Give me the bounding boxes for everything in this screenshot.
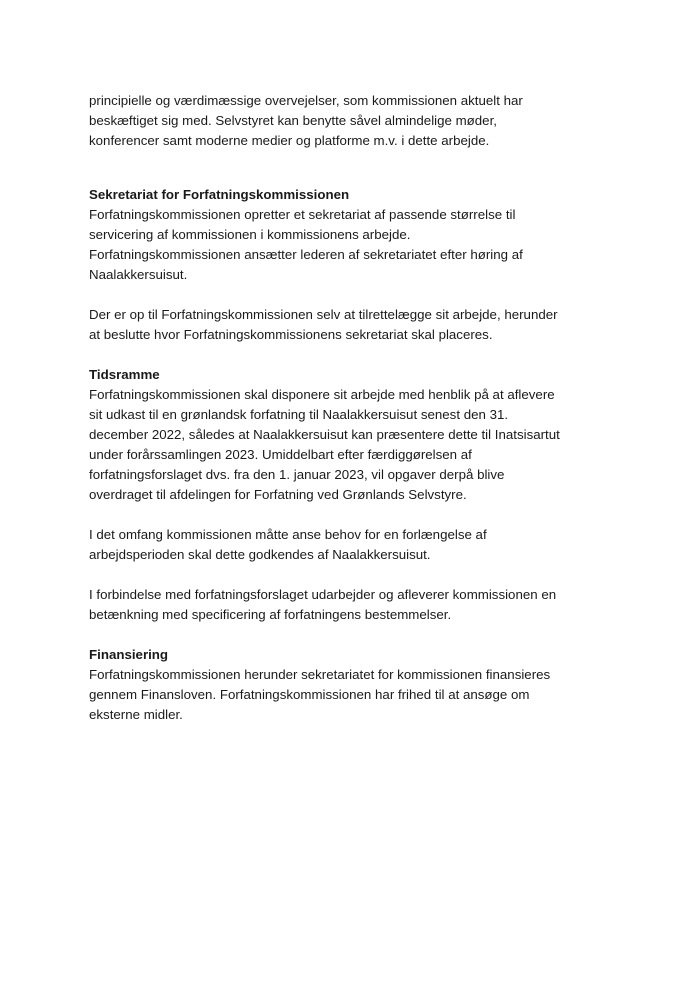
section-finansiering <box>89 645 634 725</box>
text-line: I det omfang kommissionen måtte anse behov for en forlængelse af <box>89 527 487 542</box>
text-line: principielle og værdimæssige overvejelser, som kommissionen aktuelt har <box>89 93 523 108</box>
text-line: overdraget til afdelingen for Forfatning ved Grønlands Selvstyre. <box>89 487 467 502</box>
paragraph <box>89 665 634 725</box>
text-line: Forfatningskommissionen ansætter lederen af sekretariatet efter høring af <box>89 247 523 262</box>
text-line: under forårssamlingen 2023. Umiddelbart efter færdiggørelsen af <box>89 447 472 462</box>
paragraph <box>89 585 634 625</box>
paragraph-gap <box>89 565 634 585</box>
text-line: december 2022, således at Naalakkersuisut kan præsentere dette til Inatsisartut <box>89 427 560 442</box>
text-line: beskæftiget sig med. Selvstyret kan benytte såvel almindelige møder, <box>89 113 497 128</box>
section-heading: Sekretariat for Forfatningskommissionen <box>89 187 350 202</box>
section-heading: Tidsramme <box>89 367 160 382</box>
paragraph-gap <box>89 345 634 365</box>
text-line: konferencer samt moderne medier og platforme m.v. i dette arbejde. <box>89 133 490 148</box>
section-heading: Finansiering <box>89 647 169 662</box>
text-line: gennem Finansloven. Forfatningskommissionen har frihed til at ansøge om <box>89 687 530 702</box>
paragraph <box>89 525 634 565</box>
text-line: eksterne midler. <box>89 707 183 722</box>
paragraph-gap <box>89 285 634 305</box>
text-line: Forfatningskommissionen skal disponere sit arbejde med henblik på at aflevere <box>89 387 555 402</box>
text-line: forfatningsforslaget dvs. fra den 1. januar 2023, vil opgaver derpå blive <box>89 467 505 482</box>
text-line: I forbindelse med forfatningsforslaget udarbejder og afleverer kommissionen en <box>89 587 557 602</box>
text-line: sit udkast til en grønlandsk forfatning til Naalakkersuisut senest den 31. <box>89 407 509 422</box>
paragraph <box>89 305 634 345</box>
text-line: at beslutte hvor Forfatningskommissionens sekretariat skal placeres. <box>89 327 493 342</box>
section-sekretariat <box>89 185 634 345</box>
intro-paragraph <box>89 91 634 151</box>
paragraph-gap <box>89 151 634 171</box>
text-line: Naalakkersuisut. <box>89 267 188 282</box>
document-body <box>89 91 634 725</box>
text-line: arbejdsperioden skal dette godkendes af Naalakkersuisut. <box>89 547 431 562</box>
paragraph <box>89 205 634 285</box>
text-line: servicering af kommissionen i kommissionens arbejde. <box>89 227 411 242</box>
text-line: Der er op til Forfatningskommissionen selv at tilrettelægge sit arbejde, herunder <box>89 307 558 322</box>
paragraph <box>89 385 634 505</box>
paragraph-gap <box>89 171 634 185</box>
text-line: Forfatningskommissionen herunder sekretariatet for kommissionen finansieres <box>89 667 551 682</box>
paragraph-gap <box>89 625 634 645</box>
text-line: Forfatningskommissionen opretter et sekretariat af passende størrelse til <box>89 207 516 222</box>
paragraph-gap <box>89 505 634 525</box>
section-tidsramme <box>89 365 634 625</box>
text-line: betænkning med specificering af forfatningens bestemmelser. <box>89 607 452 622</box>
